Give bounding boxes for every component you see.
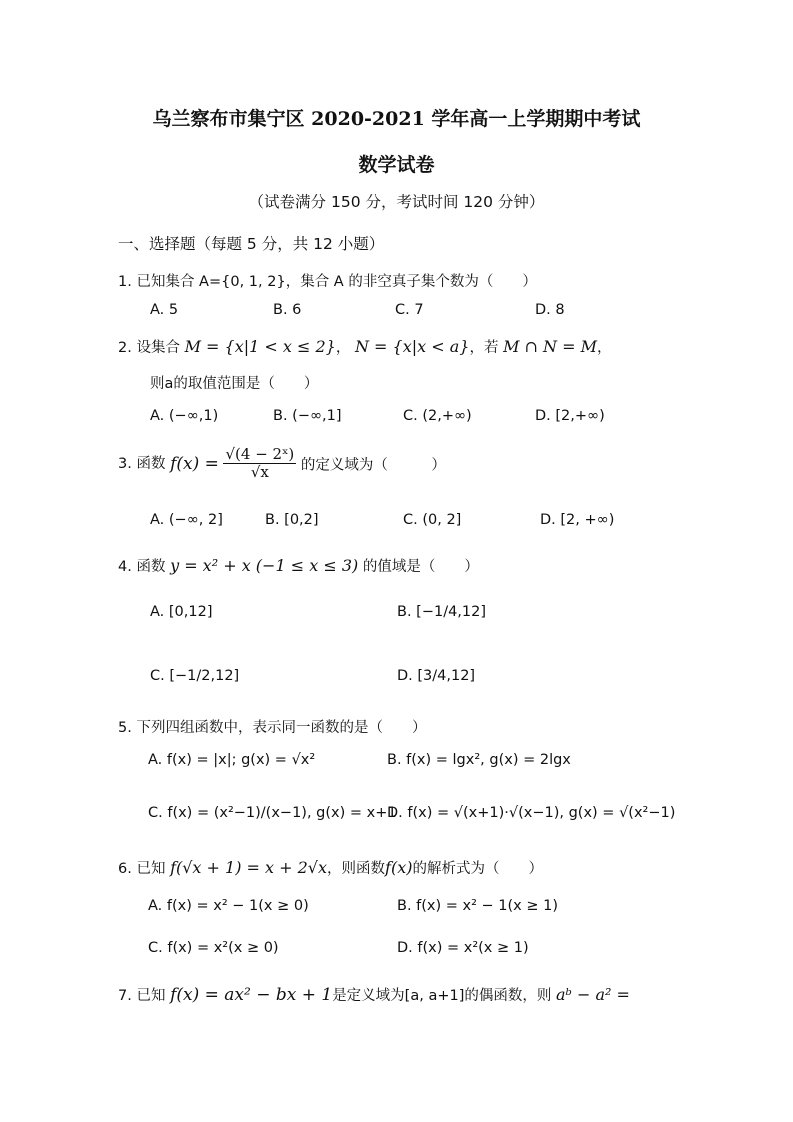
question-7: [118, 984, 630, 1005]
q5-option-d: D. f(x) = √(x+1)·√(x−1), g(x) = √(x²−1): [387, 805, 676, 821]
q6-option-a: A. f(x) = x² − 1(x ≥ 0): [148, 898, 309, 914]
function-expression: y = x² + x (−1 ≤ x ≤ 3): [170, 556, 359, 575]
q1-option-b: B. 6: [273, 302, 302, 318]
question-number: 6.: [118, 861, 132, 877]
q6-option-b: B. f(x) = x² − 1(x ≥ 1): [397, 898, 559, 914]
question-stem-prefix: 函数: [136, 455, 166, 472]
question-number: 4.: [118, 559, 132, 575]
q1-option-a: A. 5: [150, 302, 179, 318]
exam-title: 乌兰察布市集宁区 2020-2021 学年高一上学期期中考试: [152, 108, 641, 130]
question-stem-suffix: 的定义域为（ ）: [300, 457, 446, 474]
question-stem-prefix: 已知: [136, 861, 166, 877]
q1-option-d: D. 8: [535, 302, 565, 318]
question-5: [118, 716, 426, 737]
function-name: f(x): [385, 858, 413, 877]
question-number: 5.: [118, 720, 132, 736]
q2-option-d: D. [2,+∞): [535, 408, 605, 424]
question-stem-suffix: 的解析式为（ ）: [412, 861, 543, 877]
function-expression: f(x) = ax² − bx + 1: [170, 985, 333, 1005]
q2-option-c: C. (2,+∞): [403, 408, 472, 424]
q6-option-c: C. f(x) = x²(x ≥ 0): [148, 940, 279, 956]
q3-option-d: D. [2, +∞): [540, 512, 615, 528]
question-number: 1.: [118, 274, 132, 290]
q2-option-a: A. (−∞,1): [150, 408, 219, 424]
q3-option-c: C. (0, 2]: [403, 512, 462, 528]
question-stem-prefix: 已知: [136, 988, 166, 1004]
q4-option-c: C. [−1/2,12]: [150, 668, 240, 684]
q5-option-b: B. f(x) = lgx², g(x) = 2lgx: [387, 752, 571, 768]
q4-option-a: A. [0,12]: [150, 604, 213, 620]
q4-option-b: B. [−1/4,12]: [397, 604, 487, 620]
q6-option-d: D. f(x) = x²(x ≥ 1): [397, 940, 529, 956]
question-stem-mid: ，则函数: [327, 861, 386, 877]
question-stem-suffix: 的值域是（ ）: [362, 559, 479, 575]
question-stem-mid: 是定义域为[a, a+1]的偶函数，则: [332, 988, 552, 1004]
set-m: M = {x|1 < x ≤ 2}: [184, 337, 336, 356]
q5-option-c: C. f(x) = (x²−1)/(x−1), g(x) = x+1: [148, 805, 397, 821]
q3-option-b: B. [0,2]: [265, 512, 319, 528]
function-name: f(x) =: [170, 453, 219, 474]
question-number: 2.: [118, 340, 132, 356]
q2-line2: 则a的取值范围是（ ）: [150, 376, 319, 392]
question-stem-prefix: 函数: [136, 559, 166, 575]
section-heading: 一、选择题（每题 5 分，共 12 小题）: [118, 235, 385, 253]
question-number: 7.: [118, 988, 132, 1004]
question-stem: 已知集合 A={0, 1, 2}，集合 A 的非空真子集个数为（ ）: [136, 274, 537, 290]
question-1: [118, 270, 537, 291]
question-stem: 下列四组函数中，表示同一函数的是（ ）: [136, 720, 427, 736]
q5-option-a: A. f(x) = |x|; g(x) = √x²: [148, 752, 316, 768]
question-number: 3.: [118, 455, 132, 472]
question-6: [118, 857, 543, 878]
fraction-numerator: √(4 − 2ˣ): [225, 445, 295, 463]
question-stem-mid: ，若: [469, 340, 499, 356]
set-n: N = {x|x < a}: [354, 337, 470, 356]
domain-fraction: [223, 446, 296, 482]
q4-option-d: D. [3/4,12]: [397, 668, 476, 684]
fraction-denominator: √x: [250, 463, 269, 482]
q1-option-c: C. 7: [395, 302, 424, 318]
question-3: [118, 446, 446, 482]
condition: M ∩ N = M: [503, 337, 597, 356]
exam-note: （试卷满分 150 分，考试时间 120 分钟）: [248, 193, 545, 211]
given-equation: f(√x + 1) = x + 2√x: [170, 858, 328, 877]
question-4: [118, 555, 479, 576]
question-2: 2. 设集合 M = {x|1 < x ≤ 2}， N = {x|x < a}，若 M ∩ N = M，: [118, 337, 612, 356]
q2-option-b: B. (−∞,1]: [273, 408, 342, 424]
target-expression: aᵇ − a² =: [555, 985, 630, 1004]
question-stem-prefix: 设集合: [136, 340, 180, 356]
q3-option-a: A. (−∞, 2]: [150, 512, 223, 528]
exam-subtitle: 数学试卷: [358, 154, 435, 176]
